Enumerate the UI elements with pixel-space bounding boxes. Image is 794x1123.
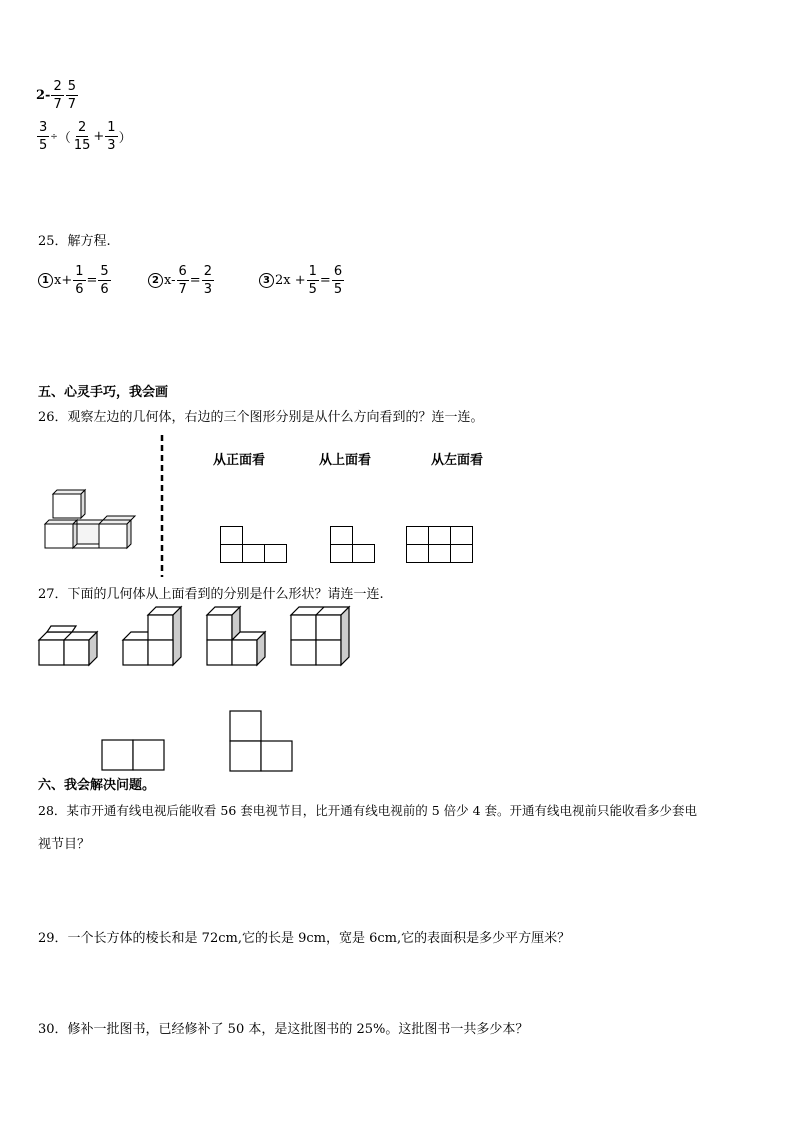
- circled-number: 3: [259, 273, 274, 288]
- fraction: $\frac{1}{5}$: [308, 264, 317, 297]
- equation-1: [38, 265, 112, 296]
- equation-2: [148, 265, 215, 296]
- equals-sign: =: [189, 273, 201, 288]
- expression-1: [36, 80, 79, 111]
- view-label-top: 从上面看: [319, 453, 372, 468]
- equation-text: x+: [54, 273, 73, 288]
- section-5-heading: 五、心灵手巧，我会画: [38, 385, 169, 400]
- fraction: $\frac{2}{3}$: [203, 264, 212, 297]
- equals-sign: =: [86, 273, 98, 288]
- fraction: $\frac{2}{7}$: [53, 79, 62, 112]
- divide-sign: ÷: [50, 131, 58, 142]
- question-27-text: 27．下面的几何体从上面看到的分别是什么形状？请连一连.: [38, 587, 384, 602]
- q27-solid-2: [122, 603, 184, 668]
- circled-number: 1: [38, 273, 53, 288]
- q27-solid-4: [290, 603, 352, 668]
- fraction: $\frac{3}{5}$: [39, 120, 48, 153]
- expression-1-lead: 2-: [36, 88, 51, 103]
- equals-sign: =: [319, 273, 331, 288]
- plus-sign: +: [93, 129, 105, 144]
- view-label-left: 从左面看: [431, 453, 484, 468]
- equation-3: [259, 265, 345, 296]
- question-28-line-2: 视节目？: [38, 837, 91, 852]
- q27-shape-two-squares: [101, 739, 167, 772]
- fraction: $\frac{1}{3}$: [107, 120, 116, 153]
- question-29-text: 29．一个长方体的棱长和是 72cm,它的长是 9cm，宽是 6cm,它的表面积是多少平方厘米？: [38, 931, 571, 946]
- view-shape-b: [330, 526, 376, 564]
- q26-solid-figure: [40, 490, 150, 550]
- expression-2: [36, 121, 132, 152]
- question-25-title: 25．解方程.: [38, 234, 111, 249]
- question-30-text: 30．修补一批图书，已经修补了 50 本，是这批图书的 25%。这批图书一共多少本？: [38, 1022, 529, 1037]
- question-26-text: 26．观察左边的几何体，右边的三个图形分别是从什么方向看到的？连一连。: [38, 410, 484, 425]
- view-label-front: 从正面看: [213, 453, 266, 468]
- fraction: $\frac{6}{5}$: [333, 264, 343, 297]
- fraction: $\frac{2}{15}$: [73, 120, 91, 153]
- view-shape-a: [220, 526, 288, 564]
- view-shape-c: [406, 526, 474, 564]
- q27-solid-3: [206, 603, 268, 668]
- q27-shape-l: [229, 710, 295, 773]
- fraction: $\frac{1}{6}$: [75, 264, 84, 297]
- equation-text: 2x +: [275, 273, 306, 288]
- fraction: $\frac{5}{7}$: [67, 79, 77, 112]
- fraction: $\frac{6}{7}$: [178, 264, 187, 297]
- equation-text: x-: [164, 273, 176, 288]
- q27-solid-1: [38, 620, 100, 668]
- fraction: $\frac{5}{6}$: [100, 264, 109, 297]
- question-28-line-1: 28．某市开通有线电视后能收看 56 套电视节目，比开通有线电视前的 5 倍少 4 套。开通有线电视前只能收看多少套电: [38, 803, 698, 818]
- open-paren: （: [57, 131, 71, 146]
- section-6-heading: 六、我会解决问题。: [38, 778, 156, 793]
- close-paren: ）: [118, 131, 132, 146]
- circled-number: 2: [148, 273, 163, 288]
- dashed-divider: [160, 435, 164, 577]
